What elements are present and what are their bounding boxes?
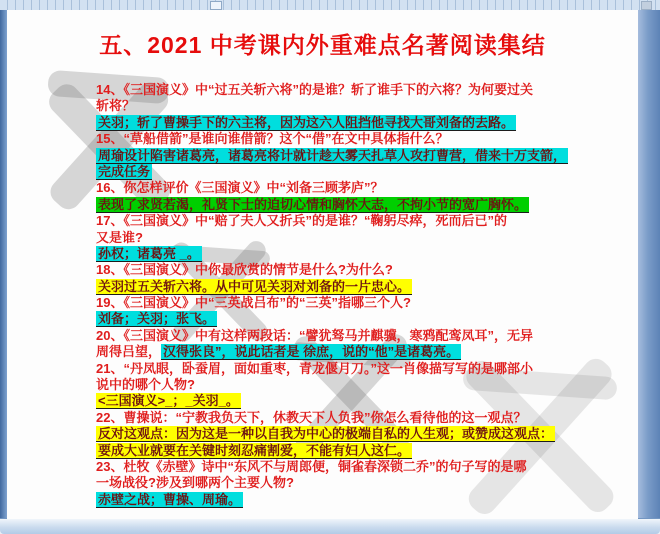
question-text: 21、“丹凤眼，卧蚕眉，面如重枣，青龙偃月刀。”这一肖像描写写的是哪部小 <box>96 360 533 376</box>
question-text: 说中的哪个人物? <box>96 377 195 393</box>
question-text: 20、《三国演义》中有这样两段话：“譬犹驽马并麒骥，寒鸦配鸾凤耳”，无异 <box>96 327 533 343</box>
answer-line <box>96 115 598 131</box>
question-text: 18、《三国演义》中你最欣赏的情节是什么?为什么? <box>96 262 393 278</box>
answer-text: 关羽过五关斩六将。从中可见关羽对刘备的一片忠心。 <box>98 278 411 294</box>
window-right-edge <box>637 10 660 519</box>
question-line <box>96 361 598 377</box>
question-text: 22、曹操说：“宁教我负天下，休教天下人负我”你怎么看待他的这一观点？ <box>96 409 527 425</box>
answer-line <box>96 344 598 360</box>
answer-text: 周瑜设计陷害诸葛亮，诸葛亮将计就计趁大雾天扎草人攻打曹营，借来十万支箭， <box>98 147 567 163</box>
answer-text: 完成任务 <box>98 163 151 179</box>
ruler-end-box <box>641 1 652 10</box>
answer-line <box>96 393 598 409</box>
question-text: 一场战役?涉及到哪两个主要人物? <box>96 475 294 491</box>
question-line <box>96 82 598 98</box>
ruler-margin-marker[interactable] <box>210 1 222 10</box>
question-text: 15、“草船借箭”是谁向谁借箭？这个“借”在文中具体指什么？ <box>96 131 449 147</box>
question-text: 又是谁? <box>96 229 143 245</box>
answer-line <box>96 246 598 262</box>
window-bottom-bar <box>0 518 660 534</box>
answer-line <box>96 492 598 508</box>
answer-text: 关羽；斩了曹操手下的六主将，因为这六人阻挡他寻找大哥刘备的去路。 <box>98 114 515 130</box>
question-text: 16、你怎样评价《三国演义》中“刘备三顾茅庐”？ <box>96 180 384 196</box>
answer-text: 孙权；诸葛亮 _。 <box>98 245 200 261</box>
answer-line <box>96 197 598 213</box>
answer-text: 刘备；关羽；张飞。 <box>98 311 216 327</box>
answer-line <box>96 148 598 164</box>
question-line <box>96 295 598 311</box>
question-text: 斩将？ <box>96 98 136 114</box>
question-line <box>96 98 598 114</box>
answer-text: 表现了求贤若渴，礼贤下士的迫切心情和胸怀大志，不拘小节的宽广胸怀。 <box>98 196 528 212</box>
answer-line <box>96 443 598 459</box>
answer-text: 反对这观点：因为这是一种以自我为中心的极端自私的人生观；或赞成这观点： <box>98 426 554 442</box>
question-line <box>96 475 598 491</box>
question-line <box>96 262 598 278</box>
question-text: 19、《三国演义》中“三英战吕布”的“三英”指哪三个人? <box>96 295 411 311</box>
question-line <box>96 459 598 475</box>
answer-text: 要成大业就要在关键时刻忍痛割爱，不能有妇人这仁。 <box>98 442 411 458</box>
question-line <box>96 328 598 344</box>
question-line <box>96 131 598 147</box>
question-line <box>96 377 598 393</box>
answer-text: <三国演义>_；_关羽_。 <box>98 393 239 409</box>
page-title: 五、2021 中考课内外重难点名著阅读集结 <box>99 32 546 58</box>
question-text: 23、杜牧《赤壁》诗中“东风不与周郎便，铜雀春深锁二乔”的句子写的是哪 <box>96 458 527 474</box>
question-line <box>96 213 598 229</box>
question-line <box>96 410 598 426</box>
answer-line <box>96 311 598 327</box>
answer-text: 汉得张良”，说此话者是 徐庶，说的“他”是诸葛亮。 <box>163 344 460 360</box>
question-line <box>96 230 598 246</box>
answer-text: 赤壁之战；曹操、周瑜。 <box>98 491 242 507</box>
answer-line <box>96 164 598 180</box>
question-text: 周得吕望， <box>96 344 162 360</box>
answer-line <box>96 279 598 295</box>
answer-line <box>96 426 598 442</box>
question-text: 17、《三国演义》中“赔了夫人又折兵”的是谁？“鞠躬尽瘁，死而后已”的 <box>96 213 507 229</box>
document-page[interactable] <box>7 10 638 519</box>
question-line <box>96 180 598 196</box>
question-text: 14、《三国演义》中“过五关斩六将”的是谁？斩了谁手下的六将？为何要过关 <box>96 82 533 97</box>
window-left-edge <box>0 10 7 519</box>
document-body[interactable] <box>7 82 638 508</box>
